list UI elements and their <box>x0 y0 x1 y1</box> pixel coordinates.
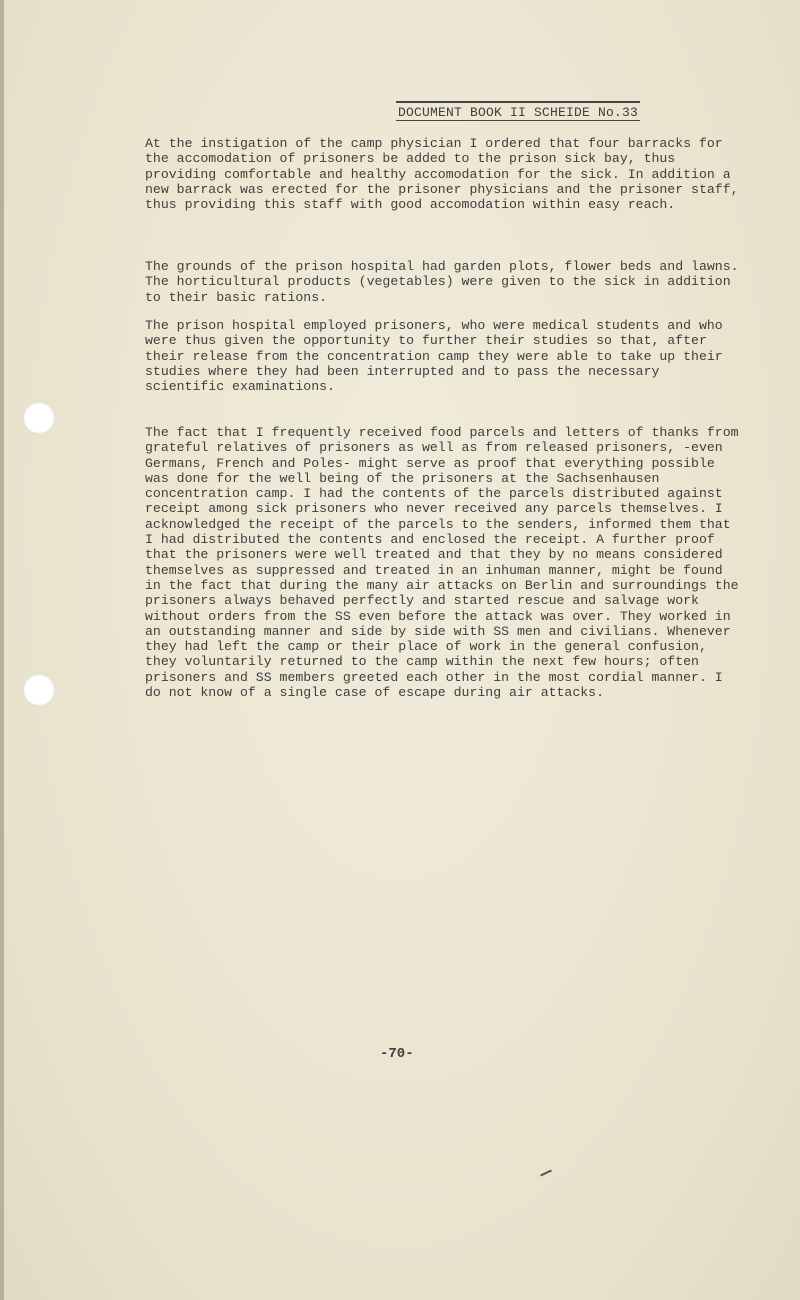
paragraph-3: The prison hospital employed prisoners, who were medical students and who were thus given the opportunity to further their studies so that, after their release from the concentration camp they were able to take up their studies where they had been interrupted and to pass the necessary scientific examinations. <box>145 318 723 395</box>
punch-hole-lower <box>23 674 55 706</box>
paragraph-4: The fact that I frequently received food parcels and letters of thanks from grateful relatives of prisoners as well as from released prisoners, -even Germans, French and Poles- might serve as proof that everything possible was done for the well being of the prisoners at the Sachsenhausen concentration camp. I had the contents of the parcels distributed against receipt among sick prisoners who never received any parcels themselves. I acknowledged the receipt of the parcels to the senders, informed them that I had distributed the contents and enclosed the receipt. A further proof that the prisoners were well treated and that they by no means considered themselves as suppressed and treated in an inhuman manner, might be found in the fact that during the many air attacks on Berlin and surroundings the prisoners always behaved perfectly and started rescue and salvage work without orders from the SS even before the attack was over. They worked in an outstanding manner and side by side with SS men and civilians. Whenever they had left the camp or their place of work in the general confusion, they voluntarily returned to the camp within the next few hours; often prisoners and SS members greeted each other in the most cordial manner. I do not know of a single case of escape during air attacks. <box>145 425 739 701</box>
page-edge <box>0 0 4 1300</box>
paragraph-1: At the instigation of the camp physician I ordered that four barracks for the accomodation of prisoners be added to the prison sick bay, thus providing comfortable and healthy accomodation for the sick. In addition a new barrack was erected for the prisoner physicians and the prisoner staff, thus providing this staff with good accomodation within easy reach. <box>145 136 739 213</box>
pen-mark <box>540 1170 552 1177</box>
paragraph-2: The grounds of the prison hospital had garden plots, flower beds and lawns. The horticultural products (vegetables) were given to the sick in addition to their basic rations. <box>145 259 739 305</box>
page-number: -70- <box>380 1046 414 1062</box>
punch-hole-upper <box>23 402 55 434</box>
document-header: DOCUMENT BOOK II SCHEIDE No.33 <box>396 101 640 121</box>
